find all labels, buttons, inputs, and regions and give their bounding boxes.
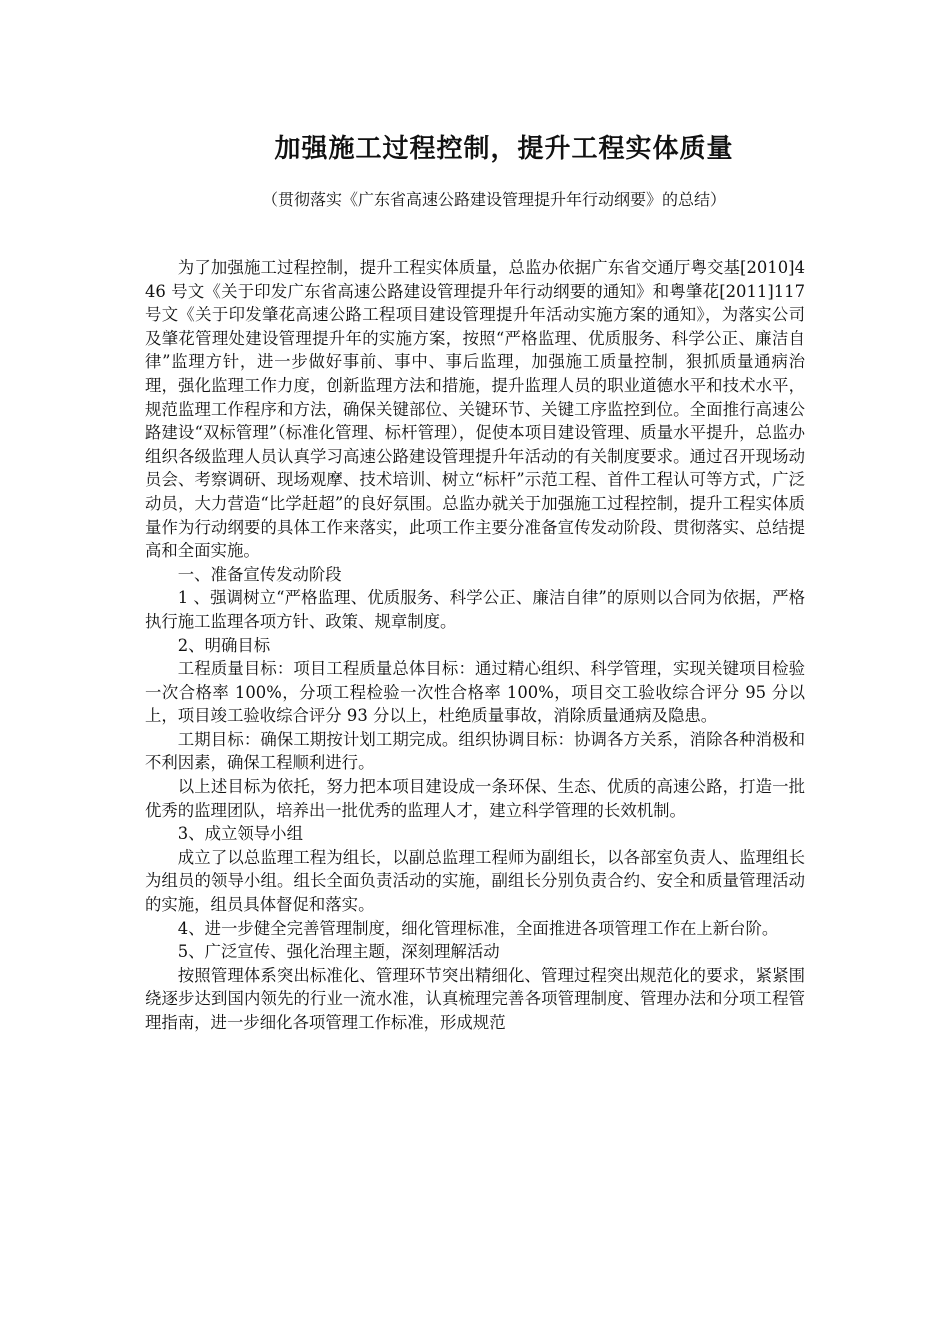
paragraph-goal-summary: 以上述目标为依托，努力把本项目建设成一条环保、生态、优质的高速公路，打造一批优秀的监理团队，培养出一批优秀的监理人才，建立科学管理的长效机制。: [145, 777, 805, 820]
paragraph-management-system: 4、进一步健全完善管理制度，细化管理标准，全面推进各项管理工作在上新台阶。: [177, 918, 779, 938]
paragraph-intro: 为了加强施工过程控制，提升工程实体质量，总监办依据广东省交通厅粤交基[2010]446 号文《关于印发广东省高速公路建设管理提升年行动纲要的通知》和粤肇花[2011]117 号文《关于印发肇花高速公路工程项目建设管理提升年活动实施方案的通知》，为落实公司及肇花管理处建设管理提升年的实施方案，按照“严格监理、优质服务、科学公正、廉洁自律”监理方针，进一步做好事前、事中、事后监理，加强施工质量控制，狠抓质量通病治理，强化监理工作力度，创新监理方法和措施，提升监理人员的职业道德水平和技术水平，规范监理工作程序和方法，确保关键部位、关键环节、关键工序监控到位。全面推行高速公路建设“双标管理”（标准化管理、标杆管理），促使本项目建设管理、质量水平提升，总监办组织各级监理人员认真学习高速公路建设管理提升年活动的有关制度要求。通过召开现场动员会、考察调研、现场观摩、技术培训、树立“标杆”示范工程、首件工程认可等方式，广泛动员，大力营造“比学赶超”的良好氛围。总监办就关于加强施工过程控制，提升工程实体质量作为行动纲要的具体工作来落实，此项工作主要分准备宣传发动阶段、贯彻落实、总结提高和全面实施。: [145, 258, 805, 561]
paragraph-quality-target: 工程质量目标：项目工程质量总体目标：通过精心组织、科学管理，实现关键项目检验一次合格率 100%，分项工程检验一次性合格率 100%，项目交工验收综合评分 95 分以上，项目竣工验收综合评分 93 分以上，杜绝质量事故，消除质量通病及隐患。: [145, 659, 805, 726]
section-heading-preparation: 一、准备宣传发动阶段: [177, 564, 342, 584]
subheading-targets: 2、明确目标: [177, 635, 271, 655]
document-subtitle: （贯彻落实《广东省高速公路建设管理提升年行动纲要》的总结）: [261, 190, 726, 209]
paragraph-schedule-target: 工期目标：确保工期按计划工期完成。组织协调目标：协调各方关系，消除各种消极和不利因素，确保工程顺利进行。: [145, 729, 805, 773]
subheading-publicity: 5、广泛宣传、强化治理主题，深刻理解活动: [177, 942, 500, 962]
document-title: 加强施工过程控制，提升工程实体质量: [274, 134, 734, 164]
paragraph-leadership-group: 成立了以总监理工程为组长，以副总监理工程师为副组长，以各部室负责人、监理组长为组员的领导小组。组长全面负责活动的实施，副组长分别负责合约、安全和质量管理活动的实施，组员具体督促和落实。: [145, 847, 805, 915]
paragraph-standardization: 按照管理体系突出标准化、管理环节突出精细化、管理过程突出规范化的要求，紧紧围绕逐步达到国内领先的行业一流水准，认真梳理完善各项管理制度、管理办法和分项工程管理指南，进一步细化各项管理工作标准，形成规范: [145, 965, 805, 1032]
paragraph-principles: 1 、强调树立“严格监理、优质服务、科学公正、廉洁自律”的原则以合同为依据，严格执行施工监理各项方针、政策、规章制度。: [145, 588, 805, 631]
document-body: [145, 256, 805, 1035]
subheading-leadership-group: 3、成立领导小组: [177, 824, 303, 844]
